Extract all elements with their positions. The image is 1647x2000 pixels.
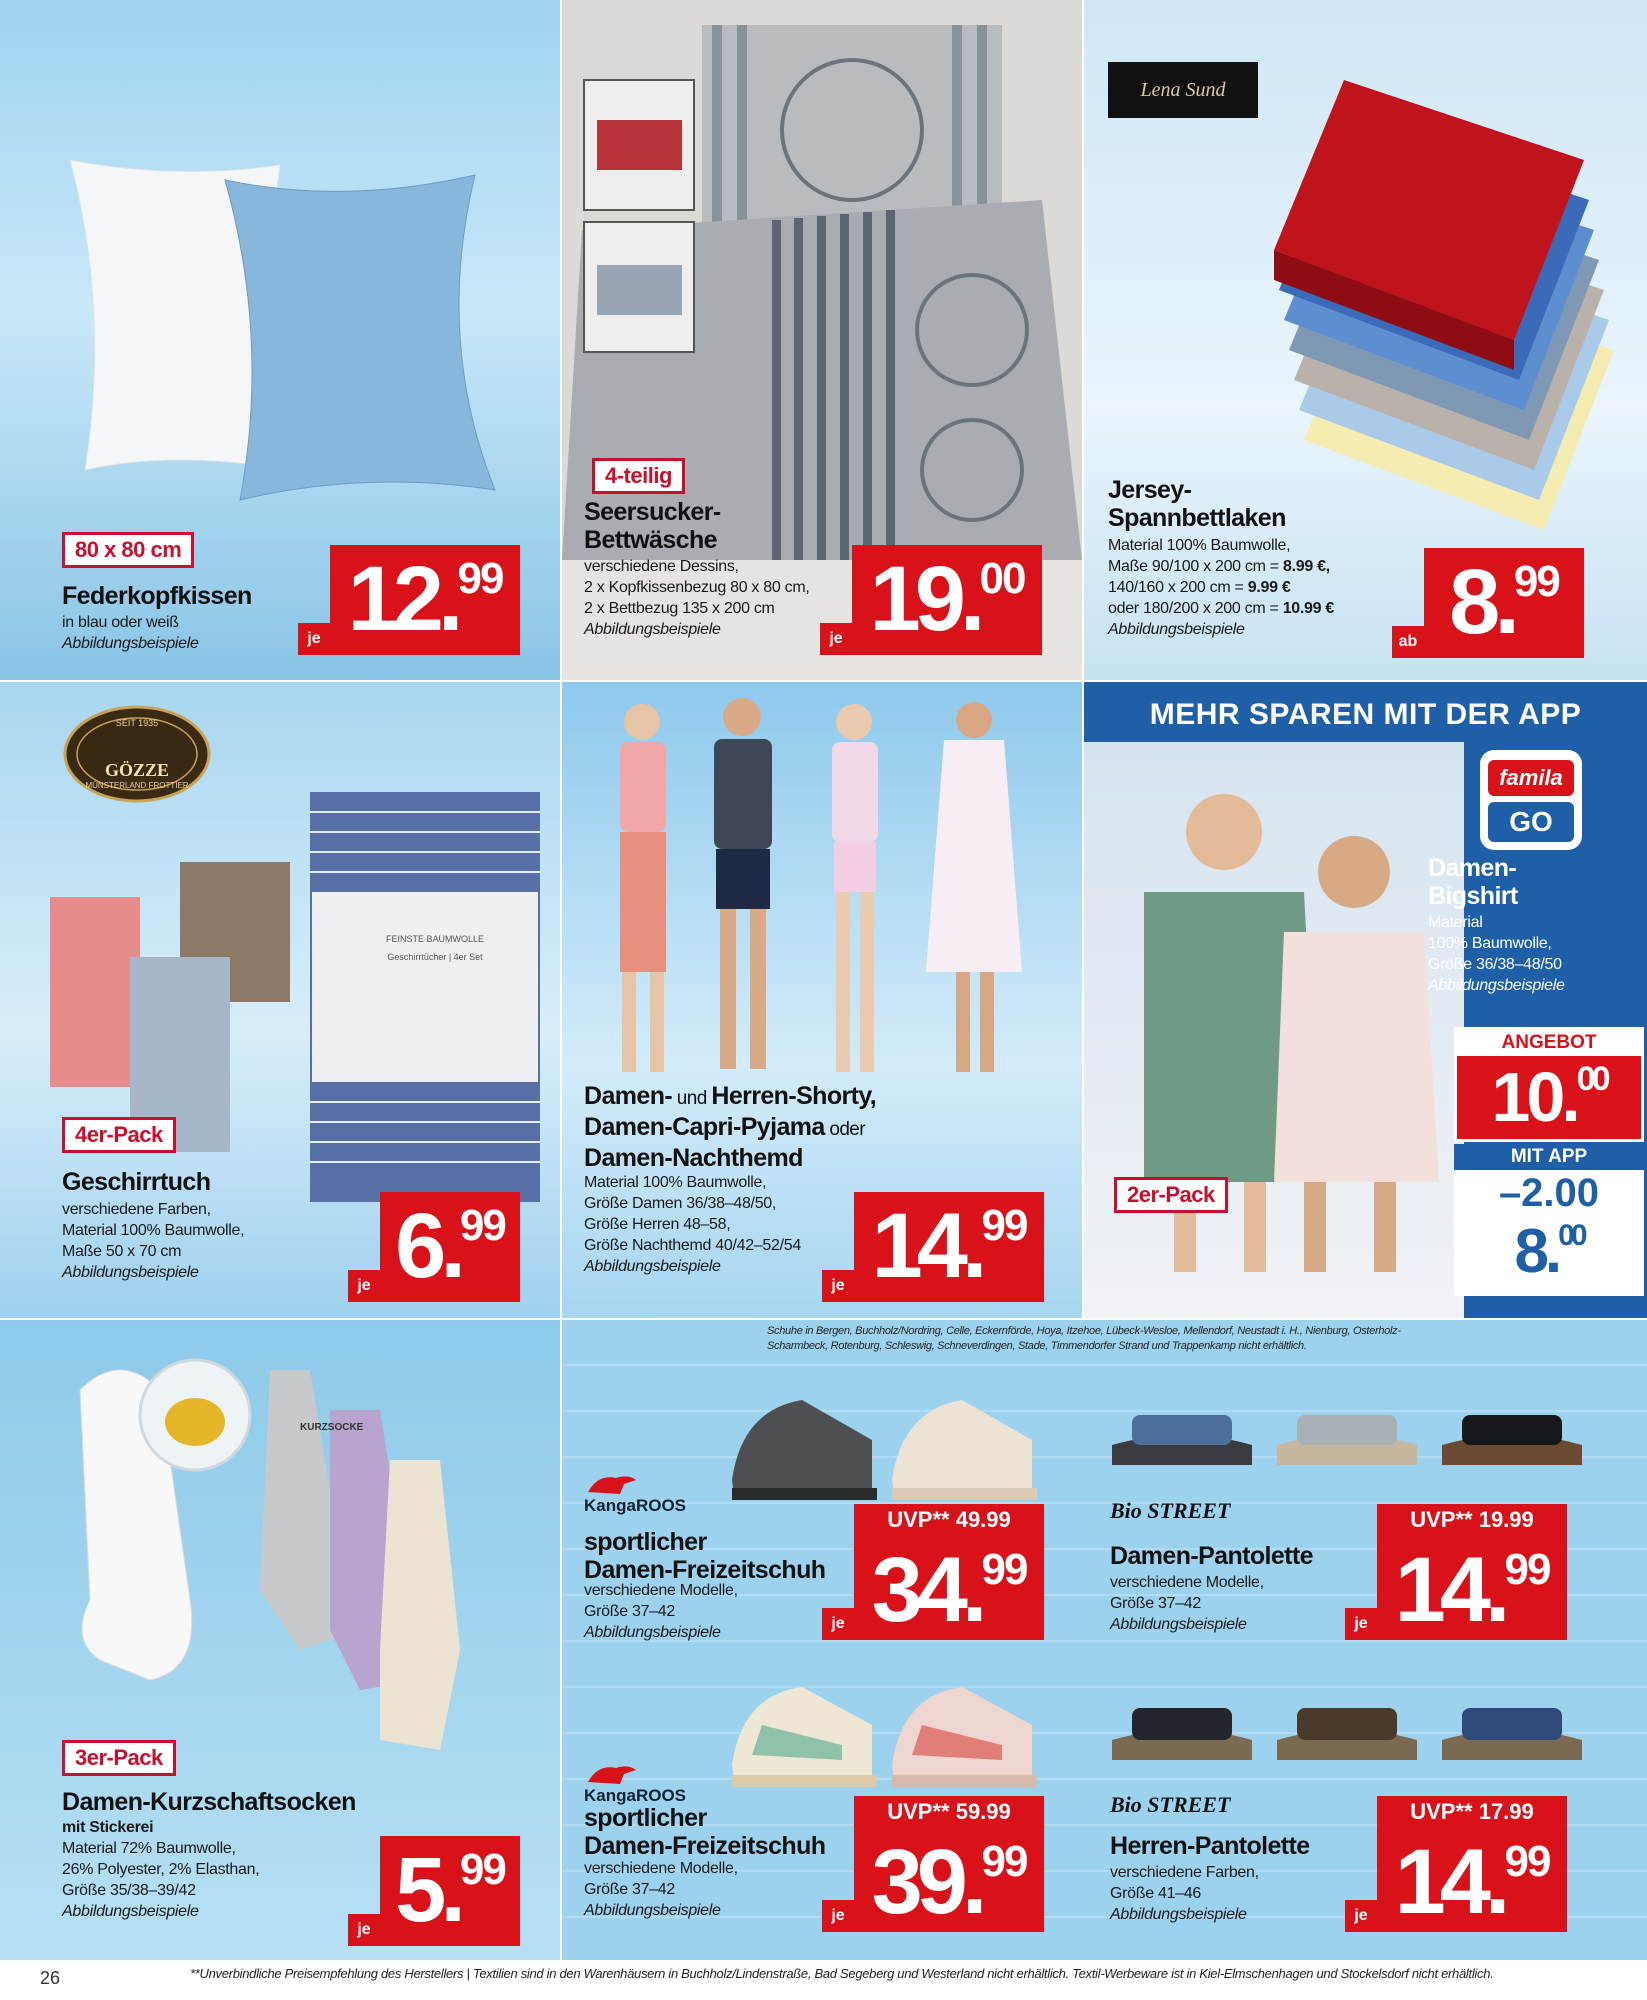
price-value: 14.99 <box>1394 1539 1550 1641</box>
product-desc: Material 100% Baumwolle, Größe Damen 36/38–48/50, Größe Herren 48–58, Größe Nachthemd 40/42–52/54 Abbildungsbeispiele <box>584 1174 801 1275</box>
offer-socken <box>0 1320 560 1960</box>
app-final-price: 8.00 <box>1514 1217 1584 1286</box>
shoe-availability-note: Schuhe in Bergen, Buchholz/Nordring, Celle, Eckernförde, Hoya, Itzehoe, Lübeck-Wesloe, Mellendorf, Neustadt i. H., Nienburg, Osterholz-Scharmbeck, Rotenburg, Schleswig, Schneverdingen, Stade, Timmendorfer Strand und Trappenkamp nicht erhältlich. <box>767 1325 1401 1352</box>
kangaroos-logo <box>584 1760 686 1806</box>
famila-go-logo <box>1480 750 1582 850</box>
price-box <box>831 1192 1044 1302</box>
uvp-label: UVP** 19.99 <box>1377 1504 1567 1536</box>
price-box <box>357 1192 520 1302</box>
product-desc: verschiedene Farben, Größe 41–46 Abbildungsbeispiele <box>1110 1864 1259 1923</box>
price-unit: je <box>1345 1900 1377 1932</box>
price-box <box>1398 548 1584 658</box>
size-tag: 80 x 80 cm <box>62 532 194 568</box>
product-title: Jersey- Spannbettlaken <box>1108 476 1286 532</box>
product-title: Damen-Kurzschaftsocken <box>62 1788 356 1816</box>
package-label-1: FEINSTE BAUMWOLLE <box>385 934 484 944</box>
socks-image <box>60 1350 530 1770</box>
price-value: 14.99 <box>871 1195 1027 1297</box>
offer-bigshirt-app <box>1084 682 1647 1318</box>
offer-label: ANGEBOT <box>1457 1030 1641 1056</box>
pack-tag: 3er-Pack <box>62 1740 176 1776</box>
sneaker-image <box>722 1665 1042 1805</box>
sandal-image <box>1102 1670 1602 1780</box>
price-value: 14.99 <box>1394 1831 1550 1933</box>
kangaroo-icon <box>584 1760 640 1786</box>
product-title: Damen- Bigshirt <box>1428 854 1518 910</box>
price-value: 12.99 <box>347 548 503 650</box>
product-subtitle: mit Stickerei <box>62 1819 154 1836</box>
product-title: Seersucker- Bettwäsche <box>584 498 721 554</box>
page-number: 26 <box>40 1968 61 1988</box>
pillow-image <box>55 140 555 520</box>
price-unit: je <box>822 1608 854 1640</box>
brand-logo: Lena Sund <box>1108 62 1258 118</box>
illustration-note: Abbildungsbeispiele <box>62 635 199 652</box>
product-desc: Material 72% Baumwolle, 26% Polyester, 2% Elasthan, Größe 35/38–39/42 Abbildungsbeispiele <box>62 1840 260 1920</box>
price-box <box>1354 1536 1567 1641</box>
sandal-image <box>1102 1375 1602 1485</box>
models-image <box>582 692 1062 1092</box>
price-unit: je <box>822 1270 854 1302</box>
app-label: MIT APP <box>1454 1144 1644 1170</box>
brand-name: KangaROOS <box>584 1786 687 1805</box>
product-title: Herren-Pantolette <box>1110 1832 1310 1860</box>
product-desc: verschiedene Dessins, 2 x Kopfkissenbezug 80 x 80 cm, 2 x Bettbezug 135 x 200 cm Abbildungsbeispiele <box>584 558 810 638</box>
product-desc: verschiedene Modelle, Größe 37–42 Abbildungsbeispiele <box>1110 1574 1264 1633</box>
offer-pyjama <box>562 682 1082 1318</box>
offer-price-box <box>1454 1027 1644 1142</box>
product-desc: verschiedene Farben, Material 100% Baumwolle, Maße 50 x 70 cm Abbildungsbeispiele <box>62 1201 245 1281</box>
goezze-logo-name: GÖZZE <box>104 760 170 780</box>
offer-spannbettlaken <box>1084 0 1647 680</box>
pack-tag: 4er-Pack <box>62 1117 176 1153</box>
product-title: Damen- und Herren-Shorty, Damen-Capri-Pyjama oder Damen-Nachthemd <box>584 1082 877 1172</box>
price-box <box>307 545 520 655</box>
uvp-label: UVP** 59.99 <box>854 1796 1044 1828</box>
offer-bettwaesche <box>562 0 1082 680</box>
shoes-area <box>562 1320 1647 1960</box>
price-unit: je <box>822 1900 854 1932</box>
sneaker-image <box>722 1370 1042 1520</box>
product-desc: verschiedene Modelle, Größe 37–42 Abbildungsbeispiele <box>584 1860 738 1919</box>
product-desc: Material 100% Baumwolle, Maße 90/100 x 200 cm = 8.99 €, 140/160 x 200 cm = 9.99 € oder 180/200 x 200 cm = 10.99 € Abbildungsbeispiele <box>1108 537 1334 638</box>
price-value: 5.99 <box>395 1839 505 1941</box>
price-box <box>357 1836 520 1946</box>
product-title: sportlicher Damen-Freizeitschuh <box>584 1528 826 1584</box>
price-value: 39.99 <box>871 1831 1027 1933</box>
product-desc: in blau oder weiß <box>62 614 179 631</box>
product-desc: Material 100% Baumwolle, Größe 36/38–48/50 Abbildungsbeispiele <box>1428 914 1565 994</box>
uvp-label: UVP** 17.99 <box>1377 1796 1567 1828</box>
price-box <box>831 1828 1044 1933</box>
price-box <box>831 1536 1044 1641</box>
app-headline: MEHR SPAREN MIT DER APP <box>1149 698 1582 731</box>
kangaroos-logo <box>584 1470 686 1516</box>
uvp-label: UVP** 49.99 <box>854 1504 1044 1536</box>
kangaroo-icon <box>584 1470 640 1496</box>
price-unit: je <box>298 623 330 655</box>
app-discount: –2.00 <box>1498 1171 1600 1215</box>
offer-federkopfkissen <box>0 0 560 680</box>
biostreet-logo: Bio STREET <box>1110 1792 1231 1817</box>
price-unit: je <box>348 1270 380 1302</box>
offer-price: 10.00 <box>1491 1058 1607 1136</box>
package-label-2: Geschirrtücher | 4er Set <box>387 952 483 962</box>
sheets-image <box>1194 50 1614 530</box>
price-unit: je <box>820 623 852 655</box>
price-box <box>829 545 1042 655</box>
product-title: Damen-Pantolette <box>1110 1542 1313 1570</box>
footer-disclaimer: **Unverbindliche Preisempfehlung des Herstellers | Textilien sind in den Warenhäusern in Buchholz/Lindenstraße, Bad Segeberg und Westerland nicht erhältlich. Textil-Werbeware ist in Kiel-Elmschenhagen und Stockelsdorf nicht erhältlich. <box>190 1966 1494 1981</box>
go-logo-text: GO <box>1488 802 1574 842</box>
price-value: 19.00 <box>869 548 1025 650</box>
product-desc: verschiedene Modelle, Größe 37–42 Abbildungsbeispiele <box>584 1582 738 1641</box>
product-title: Geschirrtuch <box>62 1168 211 1196</box>
product-title: sportlicher Damen-Freizeitschuh <box>584 1804 826 1860</box>
price-box <box>1354 1828 1567 1933</box>
goezze-logo-top: SEIT 1935 <box>115 718 159 728</box>
price-unit: ab <box>1392 626 1424 658</box>
price-unit: je <box>348 1914 380 1946</box>
sock-label: KURZSOCKE <box>300 1422 364 1433</box>
biostreet-logo: Bio STREET <box>1110 1498 1231 1523</box>
price-unit: je <box>1345 1608 1377 1640</box>
product-title: Federkopfkissen <box>62 582 252 610</box>
price-value: 8.99 <box>1449 551 1559 653</box>
price-value: 34.99 <box>871 1539 1027 1641</box>
pack-tag: 2er-Pack <box>1114 1177 1228 1213</box>
price-value: 6.99 <box>395 1195 505 1297</box>
famila-logo-text: famila <box>1488 760 1574 796</box>
pieces-tag: 4-teilig <box>592 458 685 494</box>
app-price-box <box>1454 1144 1644 1296</box>
offer-geschirrtuch <box>0 682 560 1318</box>
goezze-logo-sub: MÜNSTERLAND FROTTIER <box>85 781 189 790</box>
brand-name: KangaROOS <box>584 1496 687 1515</box>
